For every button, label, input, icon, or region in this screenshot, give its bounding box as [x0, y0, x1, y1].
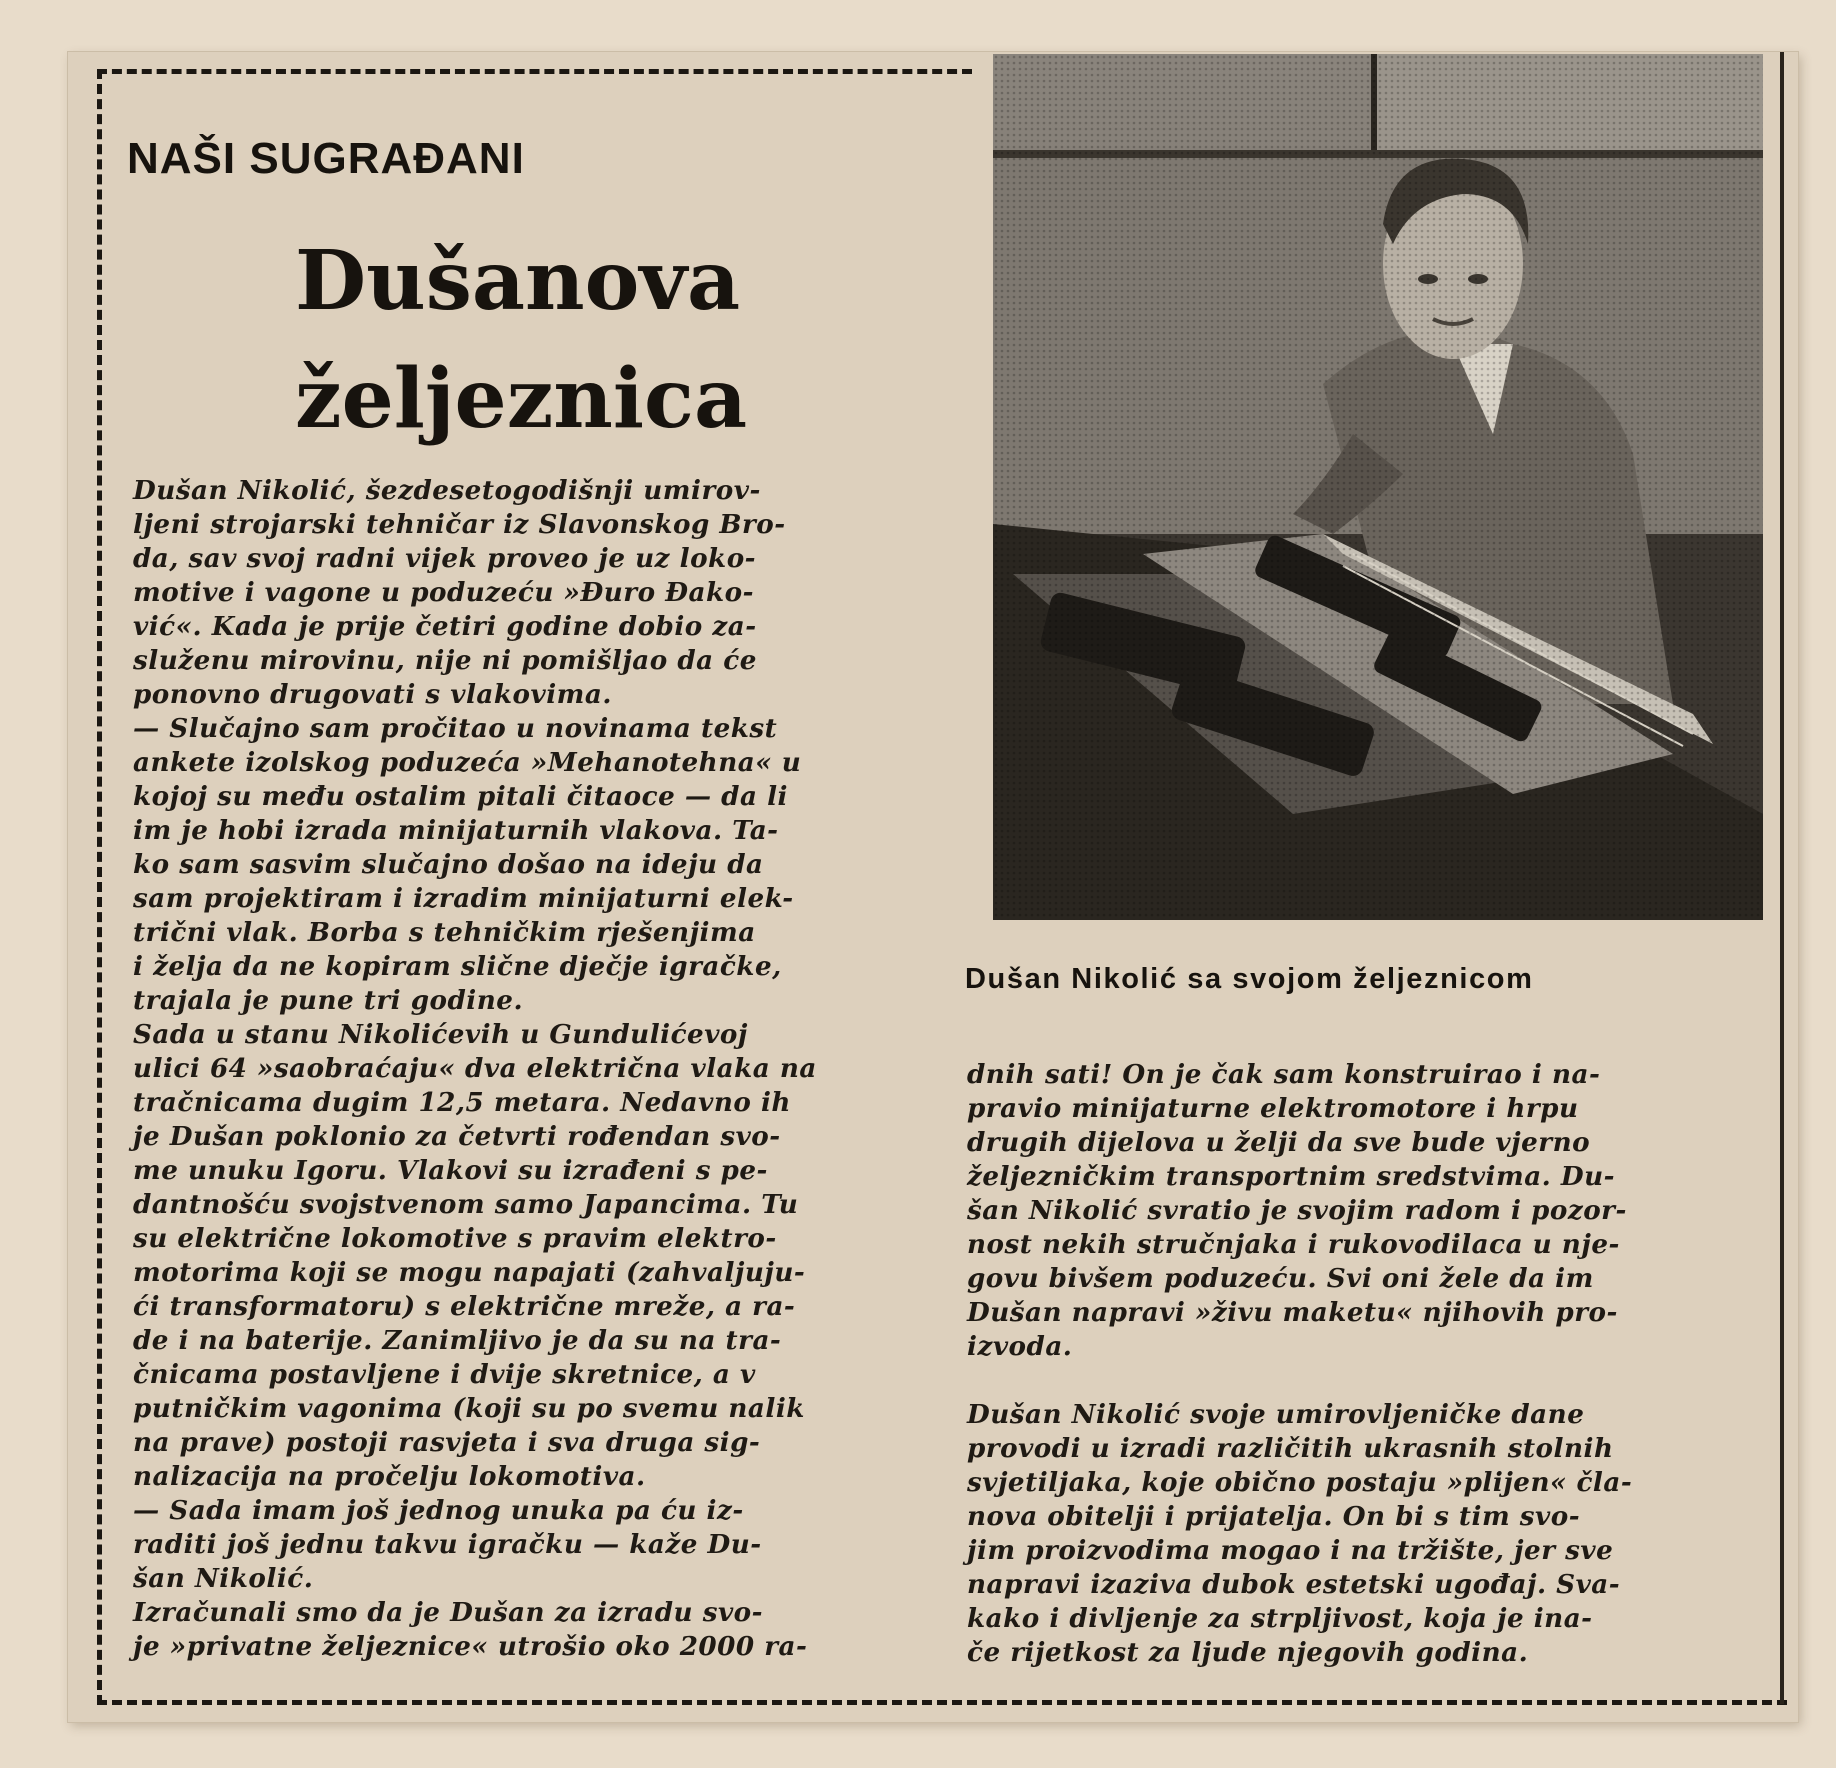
text-line: me unuku Igoru. Vlakovi su izrađeni s pe- — [133, 1155, 768, 1186]
text-line: šan Nikolić svratio je svojim radom i pozor- — [967, 1195, 1627, 1226]
text-line: drugih dijelova u želji da sve bude vjerno — [967, 1127, 1591, 1158]
text-line: raditi još jednu takvu igračku — kaže Du- — [133, 1529, 762, 1560]
text-line: pravio minijaturne elektromotore i hrpu — [967, 1093, 1579, 1124]
dashed-border-left — [97, 69, 102, 1705]
text-line: tračnicama dugim 12,5 metara. Nedavno ih — [133, 1087, 791, 1118]
text-line: provodi u izradi različitih ukrasnih stolnih — [967, 1433, 1614, 1464]
text-line: vić«. Kada je prije četiri godine dobio za- — [133, 611, 757, 642]
text-line: ko sam sasvim slučajno došao na ideju da — [133, 849, 764, 880]
text-line: nova obitelji i prijatelja. On bi s tim svo- — [967, 1501, 1581, 1532]
text-line: nalizacija na pročelju lokomotiva. — [133, 1461, 646, 1492]
text-line: su električne lokomotive s pravim elektro- — [133, 1223, 777, 1254]
article-photo — [993, 54, 1763, 920]
text-line: dantnošću svojstvenom samo Japancima. Tu — [133, 1189, 799, 1220]
text-line — [967, 1364, 1767, 1398]
text-line: ponovno drugovati s vlakovima. — [133, 679, 612, 710]
text-line: i želja da ne kopiram slične dječje igračke, — [133, 951, 782, 982]
text-line: ljeni strojarski tehničar iz Slavonskog Bro- — [133, 509, 786, 540]
text-line: — Sada imam još jednog unuka pa ću iz- — [133, 1495, 744, 1526]
text-line: dnih sati! On je čak sam konstruirao i na- — [967, 1059, 1601, 1090]
text-line: Izračunali smo da je Dušan za izradu svo- — [133, 1597, 763, 1628]
text-line: služenu mirovinu, nije ni pomišljao da će — [133, 645, 757, 676]
text-line: motorima koji se mogu napajati (zahvaljuju- — [133, 1257, 806, 1288]
article-body-right-column — [967, 1058, 1767, 1670]
text-line: kako i divljenje za strpljivost, koja je ina- — [967, 1603, 1593, 1634]
text-line: željezničkim transportnim sredstvima. Du- — [967, 1161, 1616, 1192]
text-line: Sada u stanu Nikolićevih u Gundulićevoj — [133, 1019, 748, 1050]
section-kicker: NAŠI SUGRAĐANI — [127, 134, 525, 183]
text-line: — Slučajno sam pročitao u novinama tekst — [133, 713, 778, 744]
text-line: ulici 64 »saobraćaju« dva električna vlaka na — [133, 1053, 817, 1084]
text-line: putničkim vagonima (koji su po svemu nalik — [133, 1393, 805, 1424]
text-line: trajala je pune tri godine. — [133, 985, 524, 1016]
text-line: Dušan Nikolić svoje umirovljeničke dane — [967, 1399, 1585, 1430]
text-line: izvoda. — [967, 1331, 1073, 1362]
text-line: čnicama postavljene i dvije skretnice, a v — [133, 1359, 756, 1390]
text-line: nost nekih stručnjaka i rukovodilaca u nje- — [967, 1229, 1620, 1260]
text-line: Dušan napravi »živu maketu« njihovih pro- — [967, 1297, 1618, 1328]
photo-caption: Dušan Nikolić sa svojom željeznicom — [965, 963, 1534, 995]
headline-line-2: željeznica — [295, 351, 748, 447]
dashed-border-top — [97, 69, 972, 74]
text-line: sam projektiram i izradim minijaturni elek- — [133, 883, 794, 914]
cut-edge-right — [1780, 52, 1784, 1704]
text-line: jim proizvodima mogao i na tržište, jer sve — [967, 1535, 1614, 1566]
article-headline — [295, 222, 747, 458]
text-line: im je hobi izrada minijaturnih vlakova. Ta- — [133, 815, 779, 846]
text-line: je »privatne željeznice« utrošio oko 2000 ra- — [133, 1631, 808, 1662]
text-line: Dušan Nikolić, šezdesetogodišnji umirov- — [133, 475, 761, 506]
text-line: de i na baterije. Zanimljivo je da su na tra- — [133, 1325, 782, 1356]
text-line: na prave) postoji rasvjeta i sva druga sig- — [133, 1427, 761, 1458]
text-line: je Dušan poklonio za četvrti rođendan svo- — [133, 1121, 781, 1152]
text-line: napravi izaziva dubok estetski ugođaj. Sva- — [967, 1569, 1621, 1600]
text-line: kojoj su među ostalim pitali čitaoce — da li — [133, 781, 788, 812]
text-line: govu bivšem poduzeću. Svi oni žele da im — [967, 1263, 1594, 1294]
photo-illustration — [993, 54, 1763, 920]
text-line: ankete izolskog poduzeća »Mehanotehna« u — [133, 747, 802, 778]
text-line: da, sav svoj radni vijek proveo je uz loko- — [133, 543, 757, 574]
text-line: motive i vagone u poduzeću »Đuro Đako- — [133, 577, 754, 608]
text-line: svjetiljaka, koje obično postaju »plijen« čla- — [967, 1467, 1633, 1498]
headline-line-1: Dušanova — [295, 233, 741, 329]
text-line: če rijetkost za ljude njegovih godina. — [967, 1637, 1529, 1668]
text-line: trični vlak. Borba s tehničkim rješenjima — [133, 917, 756, 948]
dashed-border-bottom — [97, 1700, 1787, 1705]
article-body-left-column — [133, 474, 933, 1664]
text-line: šan Nikolić. — [133, 1563, 314, 1594]
text-line: ći transformatoru) s električne mreže, a ra- — [133, 1291, 796, 1322]
